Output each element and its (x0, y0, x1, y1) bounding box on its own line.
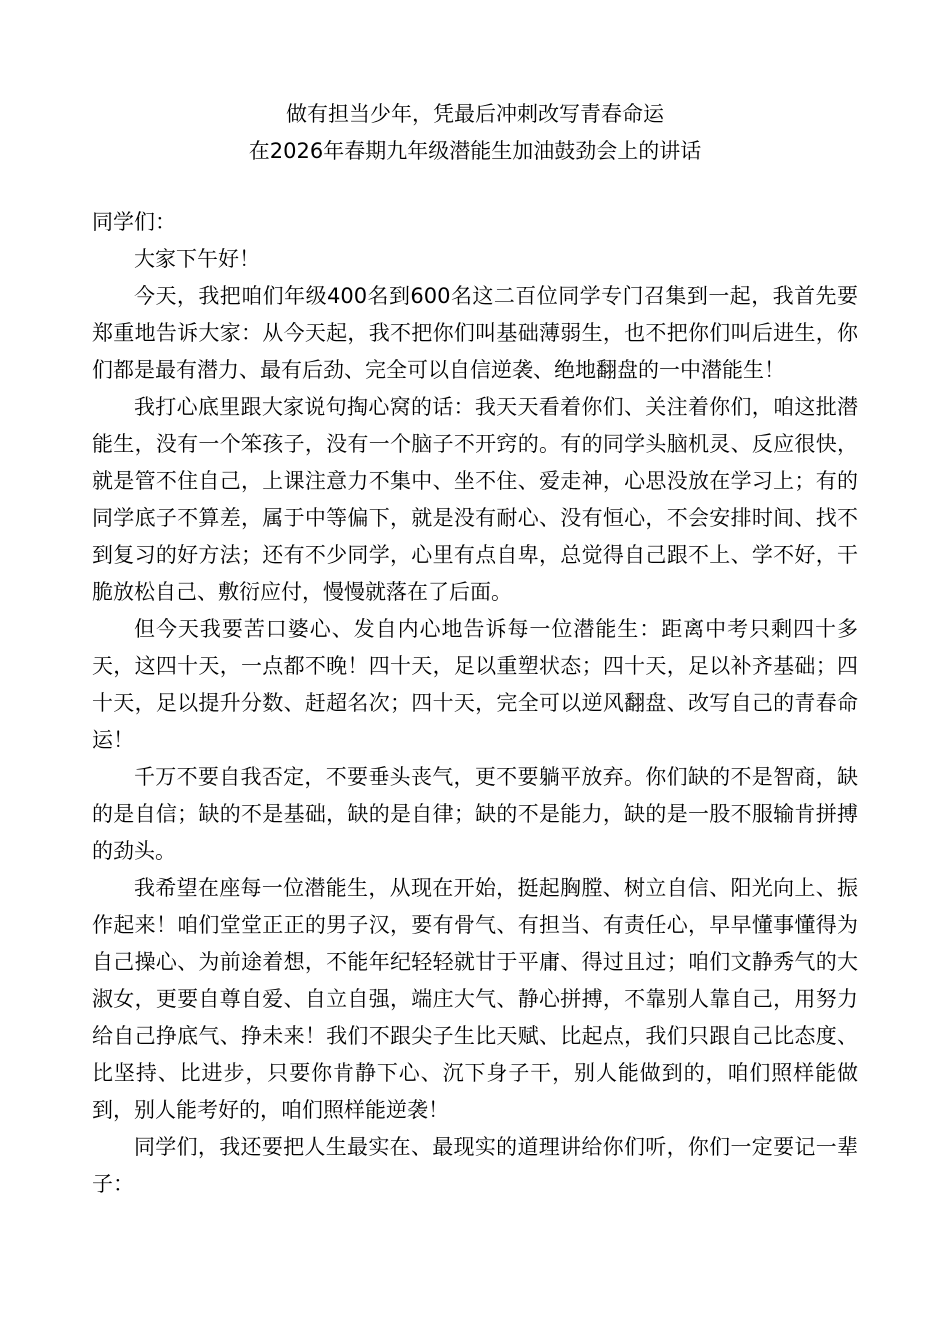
speech-body (92, 204, 858, 1203)
title-line-2: 在2026年春期九年级潜能生加油鼓劲会上的讲话 (248, 139, 702, 163)
paragraph-2: 我打心底里跟大家说句掏心窝的话：我天天看着你们、关注着你们，咱这批潜能生，没有一个笨孩子，没有一个脑子不开窍的。有的同学头脑机灵、反应很快，就是管不住自己，上课注意力不集中、坐不住、爱走神，心思没放在学习上；有的同学底子不算差，属于中等偏下，就是没有耐心、没有恒心，不会安排时间、找不到复习的好方法；还有不少同学，心里有点自卑，总觉得自己跟不上、学不好，干脆放松自己、敷衍应付，慢慢就落在了后面。 (92, 395, 858, 604)
paragraph-5: 我希望在座每一位潜能生，从现在开始，挺起胸膛、树立自信、阳光向上、振作起来！咱们堂堂正正的男子汉，要有骨气、有担当、有责任心，早早懂事懂得为自己操心、为前途着想，不能年纪轻轻就甘于平庸、得过且过；咱们文静秀气的大淑女，更要自尊自爱、自立自强，端庄大气、静心拼搏，不靠别人靠自己，用努力给自己挣底气、挣未来！我们不跟尖子生比天赋、比起点，我们只跟自己比态度、比坚持、比进步，只要你肯静下心、沉下身子干，别人能做到的，咱们照样能做到，别人能考好的，咱们照样能逆袭！ (92, 876, 858, 1122)
title-line-1: 做有担当少年，凭最后冲刺改写青春命运 (286, 102, 664, 126)
salutation: 同学们： (92, 210, 176, 234)
paragraph-6: 同学们，我还要把人生最实在、最现实的道理讲给你们听，你们一定要记一辈子： (92, 1135, 858, 1196)
document-title (92, 96, 858, 170)
paragraph-4: 千万不要自我否定，不要垂头丧气，更不要躺平放弃。你们缺的不是智商，缺的是自信；缺的不是基础，缺的是自律；缺的不是能力，缺的是一股不服输肯拼搏的劲头。 (92, 765, 858, 863)
paragraph-3: 但今天我要苦口婆心、发自内心地告诉每一位潜能生：距离中考只剩四十多天，这四十天，一点都不晚！四十天，足以重塑状态；四十天，足以补齐基础；四十天，足以提升分数、赶超名次；四十天，完全可以逆风翻盘、改写自己的青春命运！ (92, 617, 858, 752)
paragraph-greeting: 大家下午好！ (134, 247, 260, 271)
paragraph-1: 今天，我把咱们年级400名到600名这二百位同学专门召集到一起，我首先要郑重地告诉大家：从今天起，我不把你们叫基础薄弱生，也不把你们叫后进生，你们都是最有潜力、最有后劲、完全可以自信逆袭、绝地翻盘的一中潜能生！ (92, 284, 858, 382)
